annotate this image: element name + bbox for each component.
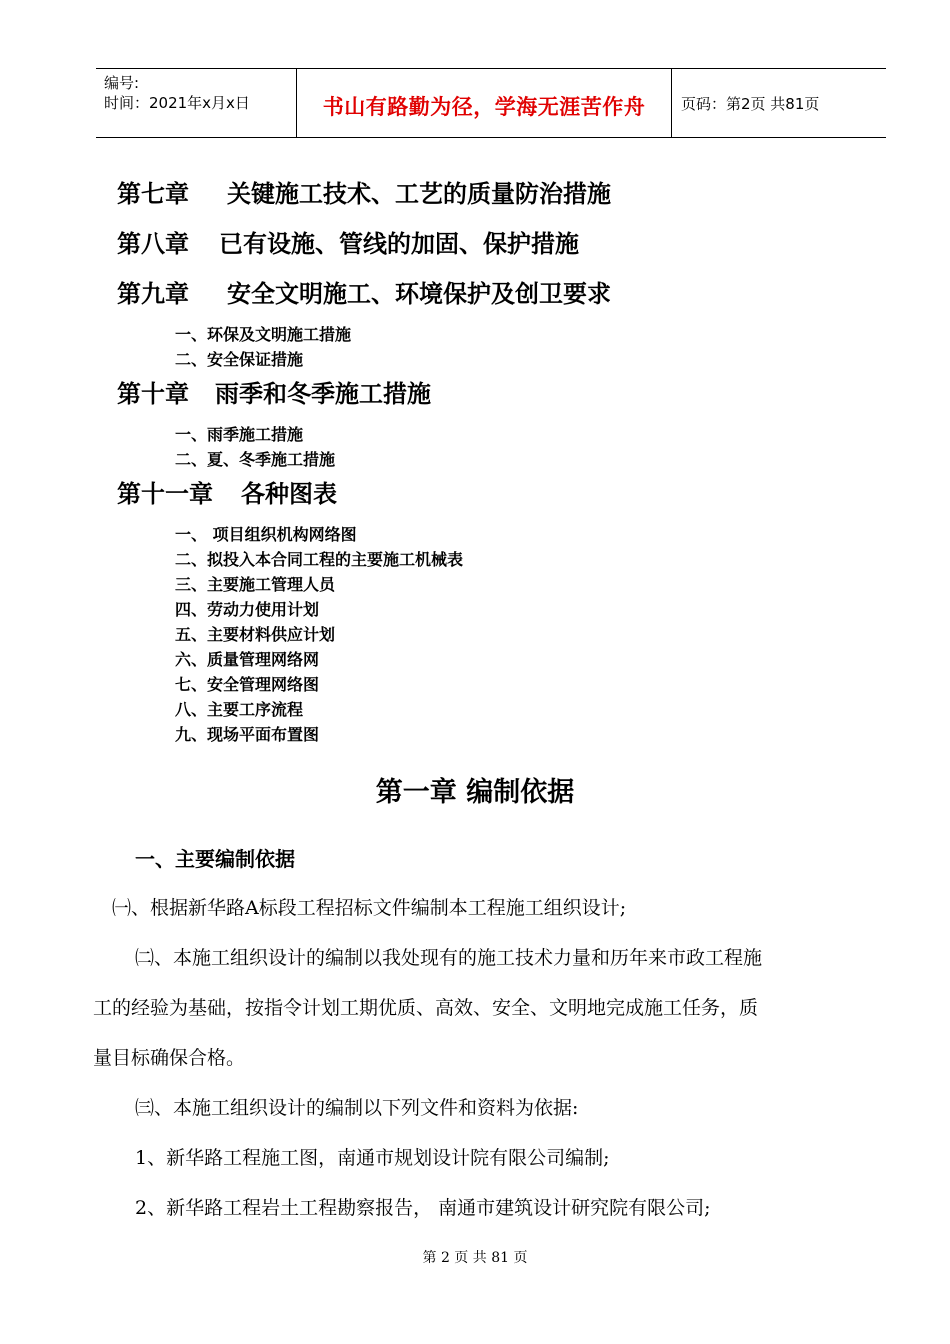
toc-subitem: 八、主要工序流程	[175, 700, 304, 719]
list-item-2: 2、新华路工程岩土工程勘察报告， 南通市建筑设计研究院有限公司;	[135, 1197, 711, 1219]
chapter-heading: 第一章 编制依据	[375, 777, 575, 808]
toc-chapter-9	[117, 272, 877, 322]
toc-subitem: 二、安全保证措施	[175, 350, 304, 369]
toc-subitem: 二、夏、冬季施工措施	[175, 450, 336, 469]
paragraph-2-line-1: ㈡、本施工组织设计的编制以我处现有的施工技术力量和历年来市政工程施	[135, 947, 763, 969]
paragraph-2-line-3: 量目标确保合格。	[93, 1047, 246, 1069]
toc-subitem: 九、现场平面布置图	[175, 725, 320, 744]
table-of-contents	[117, 172, 877, 747]
toc-subitem: 三、主要施工管理人员	[175, 575, 336, 594]
chapter-number: 第八章	[117, 230, 189, 258]
serial-label: 编号:	[104, 74, 140, 92]
page-header	[96, 68, 886, 138]
paragraph-1: ㈠、根据新华路A标段工程招标文件编制本工程施工组织设计;	[112, 897, 627, 919]
chapter-title: 各种图表	[241, 480, 337, 508]
header-page-cell	[671, 69, 886, 137]
chapter-number: 第十章	[117, 380, 189, 408]
toc-subitem: 六、质量管理网络网	[175, 650, 320, 669]
section-heading: 一、主要编制依据	[135, 847, 295, 871]
toc-chapter-10	[117, 372, 877, 422]
toc-subitem: 五、主要材料供应计划	[175, 625, 336, 644]
time-label: 时间：2021年x月x日	[104, 94, 250, 112]
chapter-number: 第九章	[117, 280, 189, 308]
header-meta-cell	[96, 69, 296, 137]
list-item-1: 1、新华路工程施工图，南通市规划设计院有限公司编制;	[135, 1147, 610, 1169]
page-footer: 第 2 页 共 81 页	[422, 1250, 528, 1266]
toc-subitem: 一、环保及文明施工措施	[175, 325, 352, 344]
toc-subitem: 二、拟投入本合同工程的主要施工机械表	[175, 550, 464, 569]
chapter-title: 已有设施、管线的加固、保护措施	[219, 230, 579, 258]
paragraph-3: ㈢、本施工组织设计的编制以下列文件和资料为依据:	[135, 1097, 579, 1119]
toc-subitem: 七、安全管理网络图	[175, 675, 320, 694]
chapter-number: 第七章	[117, 180, 189, 208]
toc-subitem: 四、劳动力使用计划	[175, 600, 320, 619]
chapter-number: 第十一章	[117, 480, 213, 508]
toc-subitem: 一、雨季施工措施	[175, 425, 304, 444]
toc-chapter-11	[117, 472, 877, 522]
chapter-title: 关键施工技术、工艺的质量防治措施	[227, 180, 611, 208]
toc-chapter-7	[117, 172, 877, 222]
chapter-title: 安全文明施工、环境保护及创卫要求	[227, 280, 611, 308]
page-number-label: 页码：第2页 共81页	[681, 95, 820, 113]
header-motto-cell	[296, 69, 672, 137]
toc-chapter-8	[117, 222, 877, 272]
motto-text: 书山有路勤为径，学海无涯苦作舟	[322, 95, 646, 119]
paragraph-2-line-2: 工的经验为基础，按指令计划工期优质、高效、安全、文明地完成施工任务，质	[93, 997, 759, 1019]
chapter-title: 雨季和冬季施工措施	[215, 380, 431, 408]
toc-subitem: 一、 项目组织机构网络图	[175, 525, 357, 544]
